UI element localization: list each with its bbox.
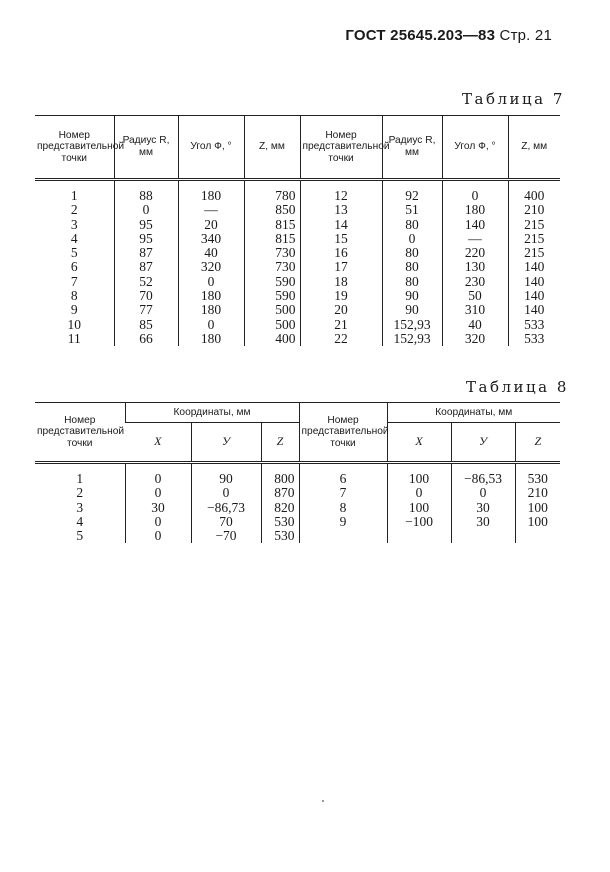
table-cell: 0 bbox=[178, 318, 244, 332]
table-cell: 17 bbox=[300, 260, 382, 274]
table-cell: 0 bbox=[125, 486, 191, 500]
table-cell: 0 bbox=[125, 529, 191, 543]
table-cell: 0 bbox=[114, 203, 178, 217]
table-cell: 815 bbox=[244, 218, 300, 232]
table-cell: 87 bbox=[114, 260, 178, 274]
table-cell: 40 bbox=[442, 318, 508, 332]
table-cell: 7 bbox=[299, 486, 387, 500]
table-cell: 533 bbox=[508, 332, 560, 346]
table-cell: 4 bbox=[70, 230, 78, 246]
table-cell: 90 bbox=[382, 289, 442, 303]
table-cell: 15 bbox=[300, 232, 382, 246]
table-cell: 320 bbox=[442, 332, 508, 346]
t8-header-point: Номер представительной точки bbox=[35, 403, 125, 463]
table-7-caption: Таблица 7 bbox=[462, 90, 565, 108]
table-cell: 22 bbox=[300, 332, 382, 346]
table-cell: −100 bbox=[387, 515, 451, 529]
table-cell: 140 bbox=[508, 303, 560, 317]
t8-axis-x-2: X bbox=[387, 423, 451, 463]
table-cell: 870 bbox=[261, 486, 299, 500]
table-cell: 180 bbox=[178, 332, 244, 346]
table-cell: 95 bbox=[114, 232, 178, 246]
table-cell: 800 bbox=[261, 463, 299, 487]
table-cell: 30 bbox=[125, 501, 191, 515]
table-cell: 500 bbox=[244, 318, 300, 332]
table-cell: 3 bbox=[70, 216, 78, 232]
table-cell: 5 bbox=[70, 245, 78, 261]
t7-header-z: Z, мм bbox=[244, 116, 300, 180]
t8-header-point-2: Номер представительной точки bbox=[299, 403, 387, 463]
table-cell: 730 bbox=[244, 260, 300, 274]
table-cell: 215 bbox=[508, 232, 560, 246]
table-cell: 820 bbox=[261, 501, 299, 515]
table-cell: 500 bbox=[244, 303, 300, 317]
page-number: Стр. 21 bbox=[499, 27, 552, 44]
table-row bbox=[35, 332, 560, 346]
table-8 bbox=[35, 402, 560, 543]
table-cell: 220 bbox=[442, 246, 508, 260]
table-cell: 0 bbox=[382, 232, 442, 246]
table-row bbox=[35, 203, 560, 217]
table-cell: 130 bbox=[442, 260, 508, 274]
table-cell: — bbox=[442, 232, 508, 246]
table-cell: 210 bbox=[515, 486, 560, 500]
table-cell: 4 bbox=[76, 513, 84, 529]
standard-number: ГОСТ 25645.203—83 bbox=[345, 27, 496, 44]
table-cell: 70 bbox=[191, 515, 261, 529]
table-cell: 51 bbox=[382, 203, 442, 217]
table-cell: 780 bbox=[244, 180, 300, 204]
table-cell: 80 bbox=[382, 275, 442, 289]
table-cell: 95 bbox=[114, 218, 178, 232]
table-cell: −86,73 bbox=[191, 501, 261, 515]
table-row bbox=[35, 501, 560, 515]
table-cell: 320 bbox=[178, 260, 244, 274]
table-cell: 400 bbox=[244, 332, 300, 346]
table-cell bbox=[299, 529, 387, 543]
t8-header-coords-2: Координаты, мм bbox=[387, 403, 560, 423]
table-cell: 77 bbox=[114, 303, 178, 317]
table-cell: 100 bbox=[387, 501, 451, 515]
table-cell: 14 bbox=[300, 218, 382, 232]
table-cell: 100 bbox=[515, 515, 560, 529]
table-row bbox=[35, 180, 560, 204]
page-speck bbox=[322, 800, 324, 802]
table-cell bbox=[387, 529, 451, 543]
t8-axis-z-2: Z bbox=[515, 423, 560, 463]
table-cell: 180 bbox=[178, 303, 244, 317]
table-cell: 6 bbox=[299, 463, 387, 487]
table-row bbox=[35, 289, 560, 303]
t7-header-angle: Угол Ф, ° bbox=[178, 116, 244, 180]
table-cell: 0 bbox=[191, 486, 261, 500]
table-row bbox=[35, 260, 560, 274]
table-cell: 87 bbox=[114, 246, 178, 260]
table-cell: 850 bbox=[244, 203, 300, 217]
t8-axis-y-2: У bbox=[451, 423, 515, 463]
table-cell: 210 bbox=[508, 203, 560, 217]
table-cell: 100 bbox=[387, 463, 451, 487]
t8-axis-y: У bbox=[191, 423, 261, 463]
table-row bbox=[35, 486, 560, 500]
table-cell: −70 bbox=[191, 529, 261, 543]
table-cell: 140 bbox=[508, 275, 560, 289]
table-cell: 340 bbox=[178, 232, 244, 246]
table-cell: 590 bbox=[244, 275, 300, 289]
table-cell: 0 bbox=[442, 180, 508, 204]
table-cell: 92 bbox=[382, 180, 442, 204]
table-cell: 88 bbox=[114, 180, 178, 204]
table-cell: 180 bbox=[178, 289, 244, 303]
table-row bbox=[35, 246, 560, 260]
table-cell: 8 bbox=[299, 501, 387, 515]
table-cell: 530 bbox=[515, 463, 560, 487]
table-cell: 140 bbox=[508, 260, 560, 274]
table-cell: 230 bbox=[442, 275, 508, 289]
table-cell: 80 bbox=[382, 260, 442, 274]
table-cell bbox=[515, 529, 560, 543]
table-cell: 9 bbox=[70, 302, 78, 318]
table-cell: 0 bbox=[125, 515, 191, 529]
table-cell: 0 bbox=[451, 486, 515, 500]
table-row bbox=[35, 529, 560, 543]
table-row bbox=[35, 463, 560, 487]
table-cell: 30 bbox=[451, 501, 515, 515]
table-cell: 8 bbox=[70, 288, 78, 304]
table-cell: 20 bbox=[300, 303, 382, 317]
table-cell: 20 bbox=[178, 218, 244, 232]
table-cell: 400 bbox=[508, 180, 560, 204]
table-cell: 180 bbox=[178, 180, 244, 204]
table-cell: 66 bbox=[114, 332, 178, 346]
table-cell: 0 bbox=[125, 463, 191, 487]
table-cell: 2 bbox=[76, 485, 84, 501]
table-cell: 0 bbox=[178, 275, 244, 289]
table-row bbox=[35, 275, 560, 289]
table-cell: 30 bbox=[451, 515, 515, 529]
table-cell: 16 bbox=[300, 246, 382, 260]
table-8-caption: Таблица 8 bbox=[466, 378, 569, 396]
table-cell: 5 bbox=[76, 528, 84, 544]
table-cell: 0 bbox=[387, 486, 451, 500]
table-cell: 2 bbox=[70, 202, 78, 218]
table-cell: 90 bbox=[191, 463, 261, 487]
table-cell: 140 bbox=[508, 289, 560, 303]
t7-header-radius-2: Радиус R, мм bbox=[382, 116, 442, 180]
table-row bbox=[35, 232, 560, 246]
table-cell: 10 bbox=[67, 316, 81, 332]
table-cell: 18 bbox=[300, 275, 382, 289]
table-cell: 70 bbox=[114, 289, 178, 303]
table-cell: 7 bbox=[70, 273, 78, 289]
table-row bbox=[35, 218, 560, 232]
table-cell: 9 bbox=[299, 515, 387, 529]
table-cell: 310 bbox=[442, 303, 508, 317]
table-cell: 152,93 bbox=[382, 332, 442, 346]
t7-header-radius: Радиус R, мм bbox=[114, 116, 178, 180]
table-cell: 1 bbox=[76, 471, 84, 486]
t7-header-point-2: Номер представительной точки bbox=[300, 116, 382, 180]
table-cell: 140 bbox=[442, 218, 508, 232]
table-cell: 19 bbox=[300, 289, 382, 303]
t7-header-point: Номер представительной точки bbox=[35, 116, 114, 180]
table-cell: 80 bbox=[382, 218, 442, 232]
table-cell: 40 bbox=[178, 246, 244, 260]
table-cell: 85 bbox=[114, 318, 178, 332]
table-cell: 100 bbox=[515, 501, 560, 515]
table-row bbox=[35, 515, 560, 529]
t8-axis-x: X bbox=[125, 423, 191, 463]
table-cell: 80 bbox=[382, 246, 442, 260]
table-cell: — bbox=[178, 203, 244, 217]
table-cell: 530 bbox=[261, 515, 299, 529]
table-7 bbox=[35, 115, 560, 346]
table-cell: 530 bbox=[261, 529, 299, 543]
table-cell: 3 bbox=[76, 499, 84, 515]
table-cell: 815 bbox=[244, 232, 300, 246]
table-cell: 52 bbox=[114, 275, 178, 289]
table-cell: 180 bbox=[442, 203, 508, 217]
table-cell: 590 bbox=[244, 289, 300, 303]
t8-header-coords: Координаты, мм bbox=[125, 403, 299, 423]
table-cell: 215 bbox=[508, 246, 560, 260]
table-cell: 21 bbox=[300, 318, 382, 332]
table-cell: 215 bbox=[508, 218, 560, 232]
table-cell: 11 bbox=[67, 330, 81, 346]
table-row bbox=[35, 303, 560, 317]
t8-axis-z: Z bbox=[261, 423, 299, 463]
table-cell: 50 bbox=[442, 289, 508, 303]
table-cell: 13 bbox=[300, 203, 382, 217]
table-cell: 12 bbox=[300, 180, 382, 204]
page-header bbox=[345, 27, 552, 44]
t7-header-z-2: Z, мм bbox=[508, 116, 560, 180]
table-cell: 152,93 bbox=[382, 318, 442, 332]
table-cell: 533 bbox=[508, 318, 560, 332]
table-cell bbox=[451, 529, 515, 543]
table-cell: 90 bbox=[382, 303, 442, 317]
table-cell: −86,53 bbox=[451, 463, 515, 487]
table-cell: 730 bbox=[244, 246, 300, 260]
table-cell: 1 bbox=[70, 188, 78, 203]
table-cell: 6 bbox=[70, 259, 78, 275]
table-row bbox=[35, 318, 560, 332]
t7-header-angle-2: Угол Ф, ° bbox=[442, 116, 508, 180]
